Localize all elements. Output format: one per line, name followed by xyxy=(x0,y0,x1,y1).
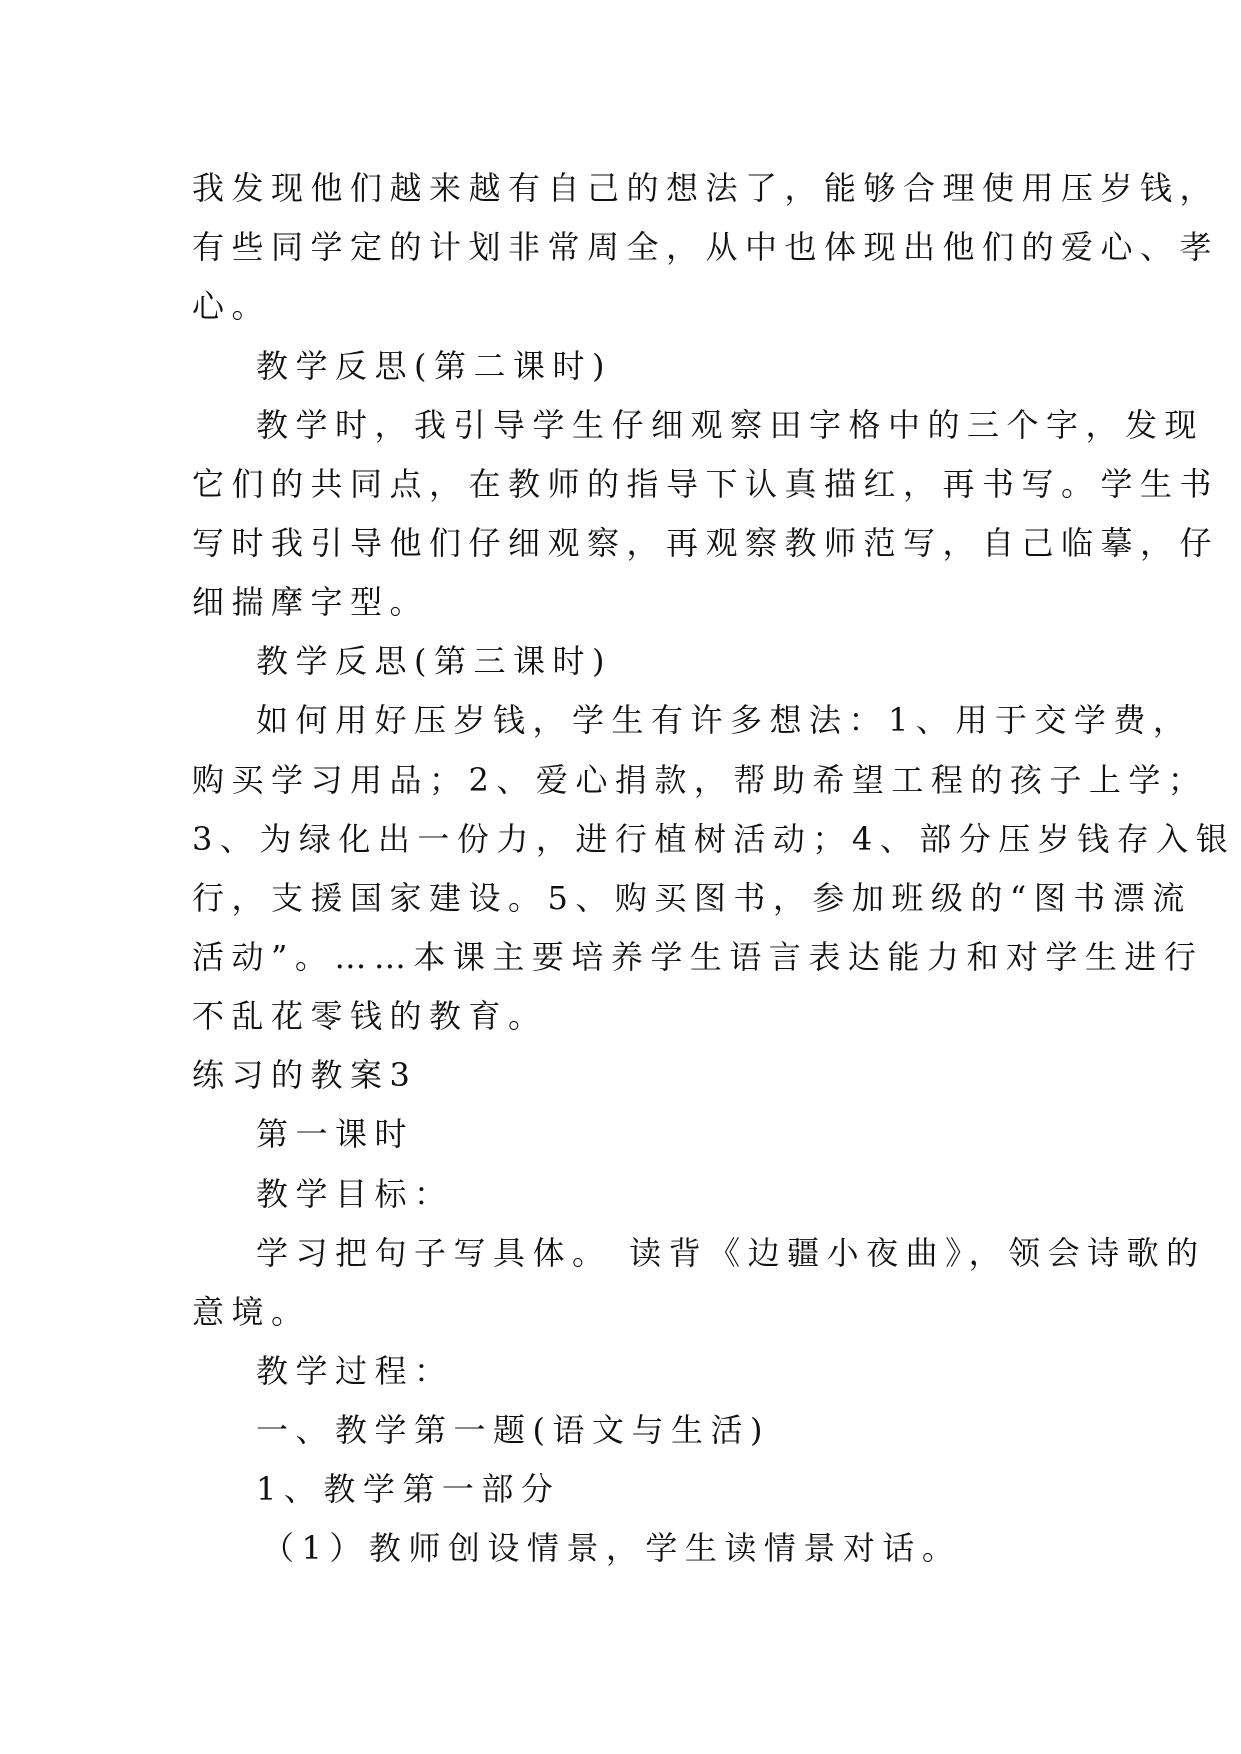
body-text-line: （1）教师创设情景，学生读情景对话。 xyxy=(262,1529,962,1567)
section-heading: 教学反思(第三课时) xyxy=(256,642,612,680)
body-text-line: 教学时，我引导学生仔细观察田字格中的三个字，发现 xyxy=(256,406,1205,444)
body-text-line: 学习把句子写具体。 读背《边疆小夜曲》，领会诗歌的 xyxy=(256,1234,1206,1272)
body-text-line: 不乱花零钱的教育。 xyxy=(192,997,548,1035)
body-text-line: 意境。 xyxy=(192,1293,311,1331)
body-text-line: 购买学习用品；2、爱心捐款，帮助希望工程的孩子上学； xyxy=(192,761,1208,799)
body-text-line: 心。 xyxy=(192,287,272,325)
body-text-line: 细揣摩字型。 xyxy=(192,583,430,621)
section-heading: 第一课时 xyxy=(256,1115,415,1153)
body-text-line: 3、为绿化出一份力，进行植树活动；4、部分压岁钱存入银 xyxy=(192,820,1236,858)
body-text-line: 我发现他们越来越有自己的想法了，能够合理使用压岁钱， xyxy=(192,169,1220,207)
body-text-line: 有些同学定的计划非常周全，从中也体现出他们的爱心、孝 xyxy=(192,228,1220,266)
document-title: 练习的教案3 xyxy=(192,1056,418,1094)
section-heading: 教学过程： xyxy=(256,1352,454,1390)
body-text-line: 写时我引导他们仔细观察，再观察教师范写，自己临摹，仔 xyxy=(192,524,1220,562)
body-text-line: 一、教学第一题(语文与生活) xyxy=(256,1411,770,1449)
body-text-line: 行，支援国家建设。5、购买图书，参加班级的“图书漂流 xyxy=(192,879,1192,917)
section-heading: 教学反思(第二课时) xyxy=(256,347,612,385)
body-text-line: 如何用好压岁钱，学生有许多想法：1、用于交学费， xyxy=(256,701,1193,739)
section-heading: 教学目标： xyxy=(256,1175,454,1213)
body-text-line: 它们的共同点，在教师的指导下认真描红，再书写。学生书 xyxy=(192,465,1220,503)
body-text-line: 1、教学第一部分 xyxy=(256,1470,561,1508)
body-text-line: 活动”。……本课主要培养学生语言表达能力和对学生进行 xyxy=(192,938,1204,976)
